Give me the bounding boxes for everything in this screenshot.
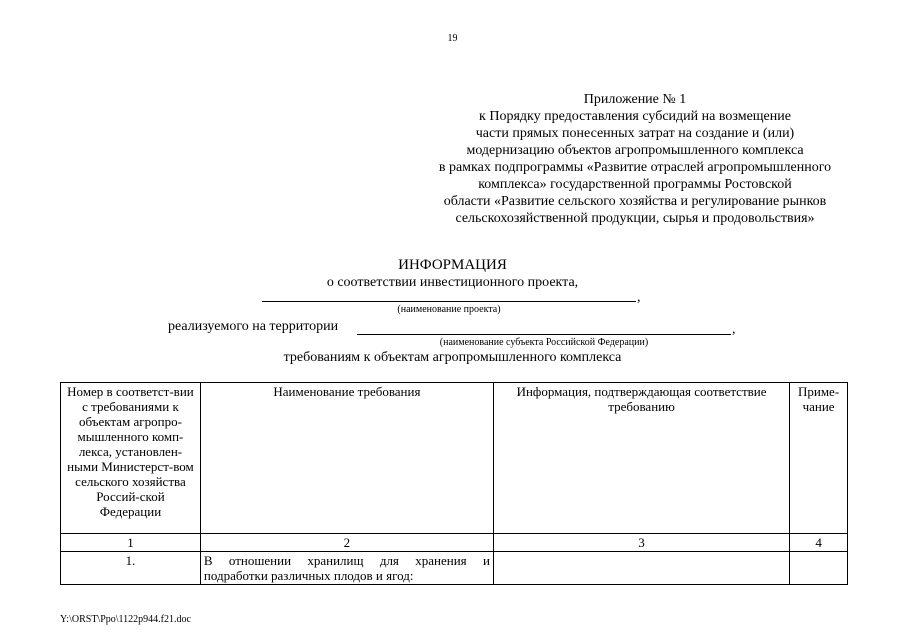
column-number: 1 [61,534,201,552]
table-row [61,552,848,585]
subject-name-hint: (наименование субъекта Российской Федерации) [439,337,649,348]
comma: , [732,322,736,337]
project-name-blank [262,301,636,302]
row-note [790,552,848,585]
subject-name-blank [357,334,731,335]
header-confirmation: Информация, подтверждающая соответствие требованию [493,383,789,534]
appendix-line: модернизацию объектов агропромышленного комплекса [466,143,804,158]
column-number-row [61,534,848,552]
column-number: 2 [200,534,493,552]
header-number: Номер в соответст-вии с требованиями к объектам агропро-мышленного комп-лекса, установлен-ными Министерст-вом сельского хозяйства Россий-ской Федерации [61,383,201,534]
requirements-line: требованиям к объектам агропромышленного комплекса [283,350,622,365]
row-confirmation [493,552,789,585]
row-requirement: В отношении хранилищ для хранения и подработки различных плодов и ягод: [200,552,493,585]
appendix-line: части прямых понесенных затрат на создание и (или) [475,126,795,141]
appendix-line: Приложение № 1 [583,92,687,107]
info-subtitle: о соответствии инвестиционного проекта, [326,275,579,290]
file-path: Y:\ORST\Ppo\1122p944.f21.doc [60,614,191,625]
project-name-hint: (наименование проекта) [397,304,501,315]
requirements-table [60,382,848,585]
header-requirement: Наименование требования [200,383,493,534]
header-note: Приме-чание [790,383,848,534]
column-number: 4 [790,534,848,552]
info-title: ИНФОРМАЦИЯ [398,257,507,273]
appendix-line: к Порядку предоставления субсидий на возмещение [479,109,791,124]
appendix-line: области «Развитие сельского хозяйства и регулирование рынков [443,194,827,209]
row-number: 1. [61,552,201,585]
table-header-row [61,383,848,534]
appendix-header [400,91,870,227]
appendix-line: сельскохозяйственной продукции, сырья и продовольствия» [455,211,815,226]
column-number: 3 [493,534,789,552]
territory-label: реализуемого на территории [168,319,339,334]
comma: , [637,290,641,305]
appendix-line: в рамках подпрограммы «Развитие отраслей агропромышленного [438,160,832,175]
page-number: 19 [447,33,458,44]
appendix-line: комплекса» государственной программы Ростовской [478,177,792,192]
